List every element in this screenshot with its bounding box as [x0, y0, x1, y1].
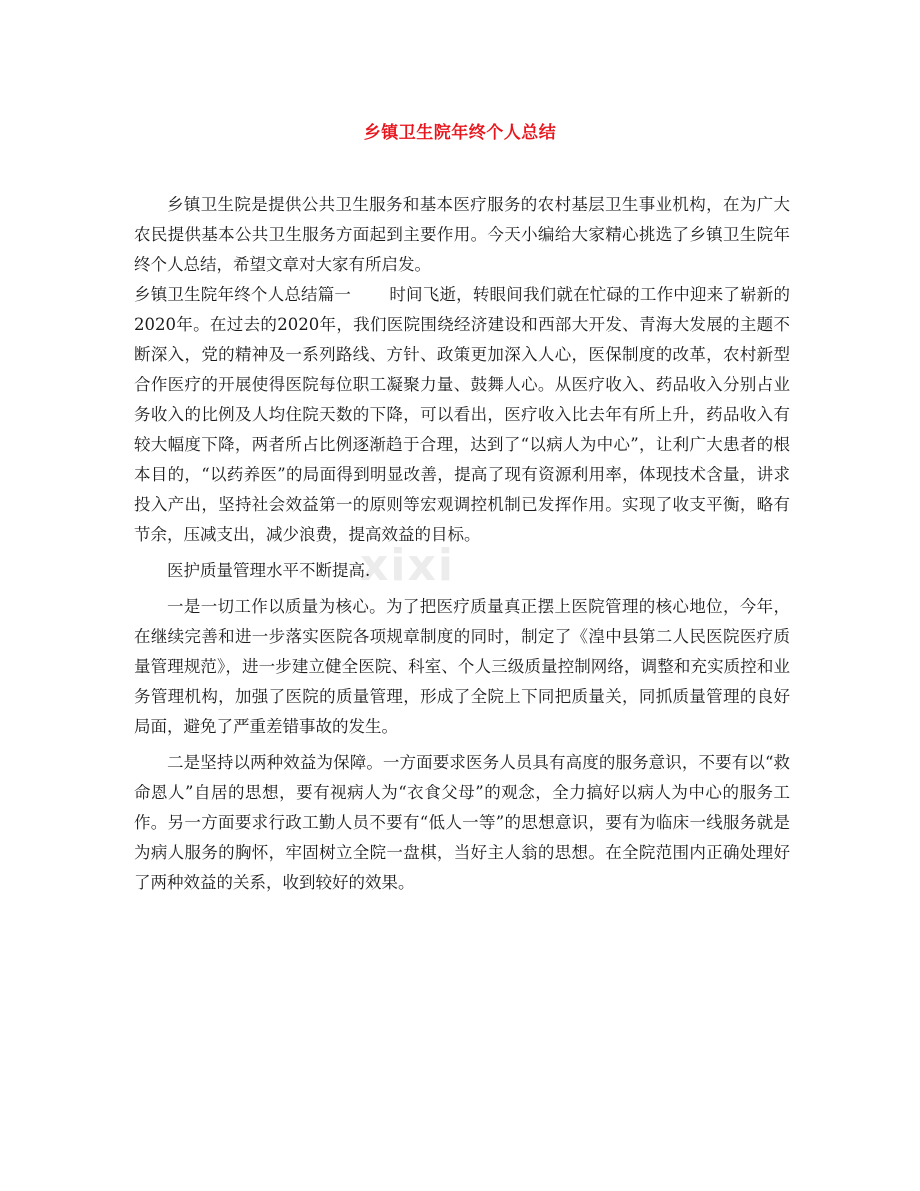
paragraph-2: 医护质量管理水平不断提高. — [167, 561, 371, 580]
document-body — [134, 190, 790, 898]
paragraph-1-text: 时间飞逝，转眼间我们就在忙碌的工作中迎来了崭新的2020年。在过去的2020年，我们医院围绕经济建设和西部大开发、青海大发展的主题不断深入，党的精神及一系列路线、方针、政策更加深入人心，医保制度的改革，农村新型合作医疗的开展使得医院每位职工凝聚力量、鼓舞人心。从医疗收入、药品收入分别占业务收入的比例及人均住院天数的下降，可以看出，医疗收入比去年有所上升，药品收入有较大幅度下降，两者所占比例逐渐趋于合理，达到了“以病人为中心”，让利广大患者的根本目的，“以药养医”的局面得到明显改善，提高了现有资源利用率，体现技术含量，讲求投入产出，坚持社会效益第一的原则等宏观调控机制已发挥作用。实现了收支平衡，略有节余，压减支出，减少浪费，提高效益的目标。 — [134, 285, 791, 544]
section-paragraph — [134, 280, 790, 550]
paragraph-4: 二是坚持以两种效益为保障。一方面要求医务人员具有高度的服务意识，不要有以“救命恩人”自居的思想，要有视病人为“衣食父母”的观念，全力搞好以病人为中心的服务工作。另一方面要求行政工勤人员不要有“低人一等”的思想意识，要有为临床一线服务就是为病人服务的胸怀，牢固树立全院一盘棋，当好主人翁的思想。在全院范围内正确处理好了两种效益的关系，收到较好的效果。 — [134, 753, 790, 892]
paragraph-3: 一是一切工作以质量为核心。为了把医疗质量真正摆上医院管理的核心地位，今年，在继续完善和进一步落实医院各项规章制度的同时，制定了《湟中县第二人民医院医疗质量管理规范》，进一步建立健全医院、科室、个人三级质量控制网络，调整和充实质控和业务管理机构，加强了医院的质量管理，形成了全院上下同把质量关，同抓质量管理的良好局面，避免了严重差错事故的发生。 — [134, 597, 790, 736]
watermark: xixi — [360, 540, 455, 591]
document-title: 乡镇卫生院年终个人总结 — [363, 123, 557, 143]
intro-paragraph: 乡镇卫生院是提供公共卫生服务和基本医疗服务的农村基层卫生事业机构，在为广大农民提供基本公共卫生服务方面起到主要作用。今天小编给大家精心挑选了乡镇卫生院年终个人总结，希望文章对大家有所启发。 — [134, 195, 790, 274]
section-heading: 乡镇卫生院年终个人总结篇一 — [134, 285, 352, 304]
